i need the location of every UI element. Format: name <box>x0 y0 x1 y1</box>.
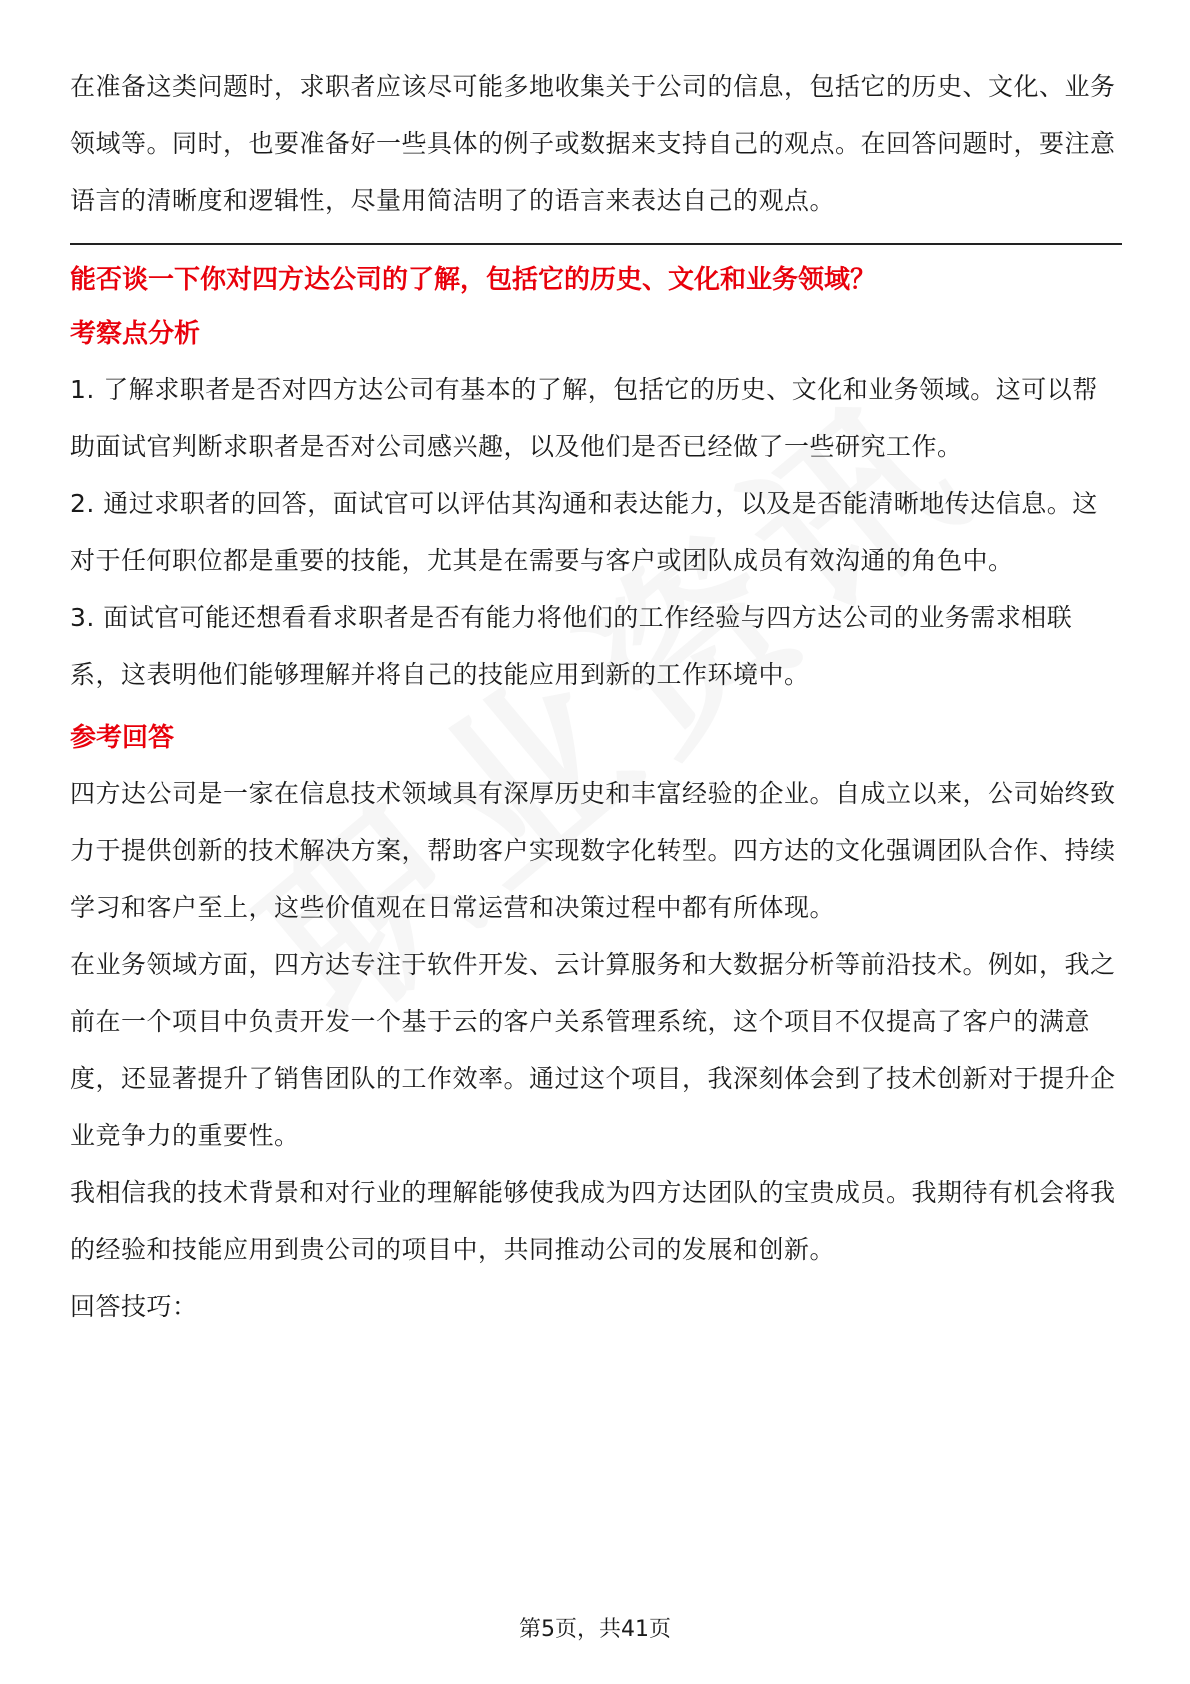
analysis-point: 2. 通过求职者的回答，面试官可以评估其沟通和表达能力，以及是否能清晰地传达信息。这对于任何职位都是重要的技能，尤其是在需要与客户或团队成员有效沟通的角色中。 <box>70 489 1098 575</box>
page-number: 第5页，共41页 <box>519 1617 671 1642</box>
answer-tips-label: 回答技巧： <box>70 1292 198 1321</box>
analysis-point: 3. 面试官可能还想看看求职者是否有能力将他们的工作经验与四方达公司的业务需求相联系，这表明他们能够理解并将自己的技能应用到新的工作环境中。 <box>70 603 1073 689</box>
analysis-title: 考察点分析 <box>70 319 201 349</box>
answer-paragraph: 四方达公司是一家在信息技术领域具有深厚历史和丰富经验的企业。自成立以来，公司始终致力于提供创新的技术解决方案，帮助客户实现数字化转型。四方达的文化强调团队合作、持续学习和客户至上，这些价值观在日常运营和决策过程中都有所体现。 <box>70 779 1116 922</box>
section-divider <box>70 243 1122 245</box>
answer-paragraph: 我相信我的技术背景和对行业的理解能够使我成为四方达团队的宝贵成员。我期待有机会将我的经验和技能应用到贵公司的项目中，共同推动公司的发展和创新。 <box>70 1178 1116 1264</box>
answer-title: 参考回答 <box>70 723 175 753</box>
intro-paragraph: 在准备这类问题时，求职者应该尽可能多地收集关于公司的信息，包括它的历史、文化、业务领域等。同时，也要准备好一些具体的例子或数据来支持自己的观点。在回答问题时，要注意语言的清晰度和逻辑性，尽量用简洁明了的语言来表达自己的观点。 <box>70 72 1116 215</box>
answer-paragraph: 在业务领域方面，四方达专注于软件开发、云计算服务和大数据分析等前沿技术。例如，我之前在一个项目中负责开发一个基于云的客户关系管理系统，这个项目不仅提高了客户的满意度，还显著提升了销售团队的工作效率。通过这个项目，我深刻体会到了技术创新对于提升企业竞争力的重要性。 <box>70 950 1116 1150</box>
page-content <box>70 58 1122 1335</box>
question-heading: 能否谈一下你对四方达公司的了解，包括它的历史、文化和业务领域？ <box>70 265 877 295</box>
analysis-point: 1. 了解求职者是否对四方达公司有基本的了解，包括它的历史、文化和业务领域。这可以帮助面试官判断求职者是否对公司感兴趣，以及他们是否已经做了一些研究工作。 <box>70 375 1098 461</box>
